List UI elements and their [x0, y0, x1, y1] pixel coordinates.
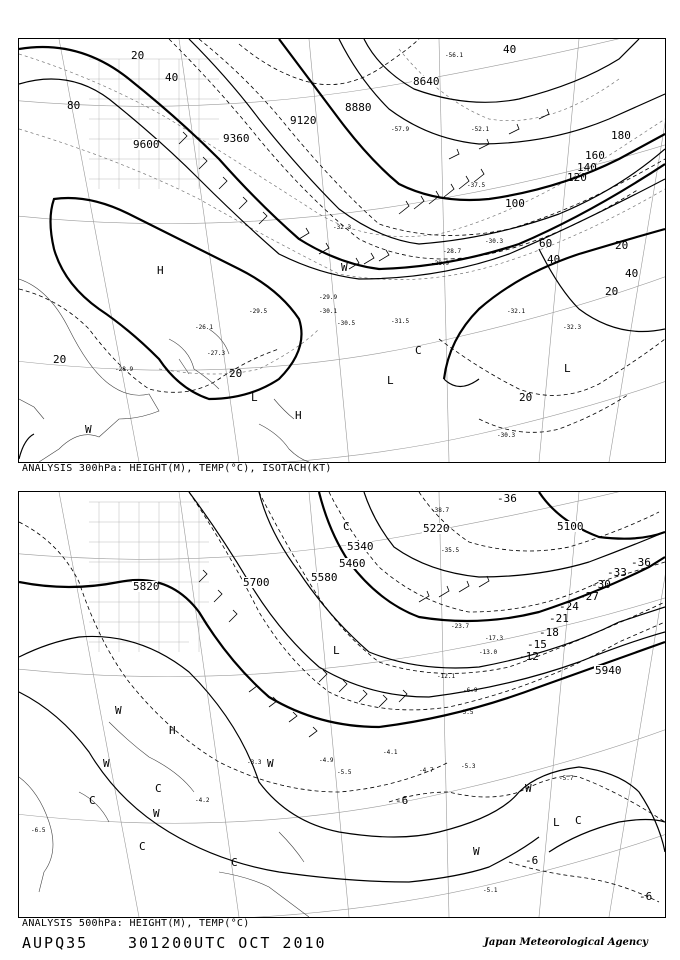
height-label: 9600: [133, 138, 160, 151]
station-temp: -31.5: [391, 318, 410, 325]
map-panel-500hpa: [18, 491, 666, 918]
height-label: 5580: [311, 571, 338, 584]
valid-time: 301200UTC OCT 2010: [128, 934, 327, 952]
station-temp: -5.5: [459, 709, 474, 716]
map-panel-300hpa: [18, 38, 666, 463]
height-label: 5700: [243, 576, 270, 589]
station-temp: -26.1: [195, 324, 214, 331]
station-temp: -32.3: [563, 324, 582, 331]
station-temp: -6.5: [31, 827, 46, 834]
station-temp: -27.3: [207, 350, 226, 357]
height-contours: [19, 39, 665, 459]
isotach-label: 40: [165, 71, 179, 84]
station-temp: -52.1: [471, 126, 490, 133]
warm-center-label: W: [115, 704, 122, 717]
station-temp: -4.9: [319, 757, 334, 764]
warm-center-label: W: [525, 782, 532, 795]
station-temps: [31, 507, 574, 894]
isotherm-label: -21: [549, 612, 569, 625]
isotach-label: 40: [625, 267, 639, 280]
height-contours: [19, 492, 665, 882]
height-labels: [132, 75, 440, 151]
height-label: 5340: [347, 540, 374, 553]
isotherm-label: -12: [519, 650, 539, 663]
station-temp: -57.9: [391, 126, 410, 133]
isotach-label: 160: [585, 149, 605, 162]
map-300hpa: [19, 39, 665, 462]
isotherm-label: -33: [607, 566, 627, 579]
isotach-label: 20: [53, 353, 67, 366]
isotach-label: 60: [539, 237, 553, 250]
warm-center-label: W: [267, 757, 274, 770]
station-temp: -35.5: [441, 547, 460, 554]
height-label: 9120: [290, 114, 317, 127]
cold-center-label: C: [231, 856, 238, 869]
low-center-label: L: [333, 644, 340, 657]
height-label: 5220: [423, 522, 450, 535]
cold-hatch: [89, 59, 219, 189]
station-temp: -30.3: [485, 238, 504, 245]
station-temp: -13.0: [479, 649, 498, 656]
station-temp: -56.1: [445, 52, 464, 59]
warm-center-label: W: [103, 757, 110, 770]
cold-center-label: C: [343, 520, 350, 533]
station-temp: -29.5: [249, 308, 268, 315]
warm-center-label: W: [153, 807, 160, 820]
station-temp: -6.9: [463, 687, 478, 694]
agency-name: Japan Meteorological Agency: [484, 937, 648, 948]
station-temp: -30.5: [337, 320, 356, 327]
station-temp: -5.7: [559, 775, 574, 782]
height-label: 5460: [339, 557, 366, 570]
isotherm-label: -6: [639, 890, 653, 903]
map-500hpa: [19, 492, 665, 917]
isotherm-label: -24: [559, 600, 579, 613]
warm-center-label: W: [473, 845, 480, 858]
station-temp: -29.9: [319, 294, 338, 301]
warm-center-label: W: [85, 423, 92, 436]
station-temp: -17.3: [485, 635, 504, 642]
isotach-label: 180: [611, 129, 631, 142]
height-label: 5940: [595, 664, 622, 677]
station-temp: -3.3: [247, 759, 262, 766]
station-temp: -32.1: [507, 308, 526, 315]
station-temp: -4.1: [383, 749, 398, 756]
isotherm-label: -6: [395, 794, 409, 807]
isotach-label: 20: [615, 239, 629, 252]
station-temp: -32.3: [333, 224, 352, 231]
station-temp: -38.7: [431, 507, 450, 514]
isotach-label: 140: [577, 161, 597, 174]
station-temp: -5.5: [337, 769, 352, 776]
low-center-label: L: [251, 391, 258, 404]
station-temp: -30.3: [497, 432, 516, 439]
station-temp: -4.7: [419, 767, 434, 774]
isotherm-labels: [395, 492, 652, 903]
height-label: 8640: [413, 75, 440, 88]
station-temp: -28.9: [115, 366, 134, 373]
graticule: [19, 39, 665, 462]
station-temp: -37.5: [467, 182, 486, 189]
cold-center-label: C: [155, 782, 162, 795]
isotach-label: 40: [503, 43, 517, 56]
analysis-caption-300hpa: ANALYSIS 300hPa: HEIGHT(M), TEMP(°C), ISOTACH(KT): [22, 463, 332, 474]
height-label: 8880: [345, 101, 372, 114]
station-temp: -28.9: [431, 260, 450, 267]
height-labels: [132, 520, 622, 677]
isotherm-label: -36: [631, 556, 651, 569]
analysis-caption-500hpa: ANALYSIS 500hPa: HEIGHT(M), TEMP(°C): [22, 918, 250, 929]
station-temp: -23.7: [451, 623, 470, 630]
station-temp: -30.1: [319, 308, 338, 315]
high-center-label: H: [157, 264, 164, 277]
low-center-label: L: [553, 816, 560, 829]
cold-center-label: C: [139, 840, 146, 853]
station-temp: -4.2: [195, 797, 210, 804]
isotach-label: 80: [67, 99, 81, 112]
high-center-label: H: [295, 409, 302, 422]
wind-barbs: [199, 570, 489, 737]
cold-center-label: C: [89, 794, 96, 807]
high-center-label: H: [169, 724, 176, 737]
isotach-label: 20: [519, 391, 533, 404]
warm-center-label: W: [341, 261, 348, 274]
cold-center-label: C: [415, 344, 422, 357]
station-temp: -28.7: [443, 248, 462, 255]
isotherm-label: -27: [579, 590, 599, 603]
isotherm-label: -36: [497, 492, 517, 505]
height-label: 9360: [223, 132, 250, 145]
isotach-label: 100: [505, 197, 525, 210]
station-temp: -12.1: [437, 673, 456, 680]
isotherm-label: -6: [525, 854, 539, 867]
product-code: AUPQ35: [22, 934, 89, 952]
isotherm-label: -15: [527, 638, 547, 651]
pressure-centers: [85, 261, 571, 436]
isotach-label: 20: [131, 49, 145, 62]
isotherm-label: -18: [539, 626, 559, 639]
isotherm-label: -30: [591, 578, 611, 591]
low-center-label: L: [564, 362, 571, 375]
station-temp: -5.3: [461, 763, 476, 770]
isotach-label: 20: [605, 285, 619, 298]
isotach-label: 40: [547, 253, 561, 266]
height-label: 5100: [557, 520, 584, 533]
isotach-label: 120: [567, 171, 587, 184]
coastline: [19, 722, 309, 917]
low-center-label: L: [387, 374, 394, 387]
height-label: 5820: [133, 580, 160, 593]
cold-center-label: C: [575, 814, 582, 827]
isotach-label: 20: [229, 367, 243, 380]
station-temp: -5.1: [483, 887, 498, 894]
